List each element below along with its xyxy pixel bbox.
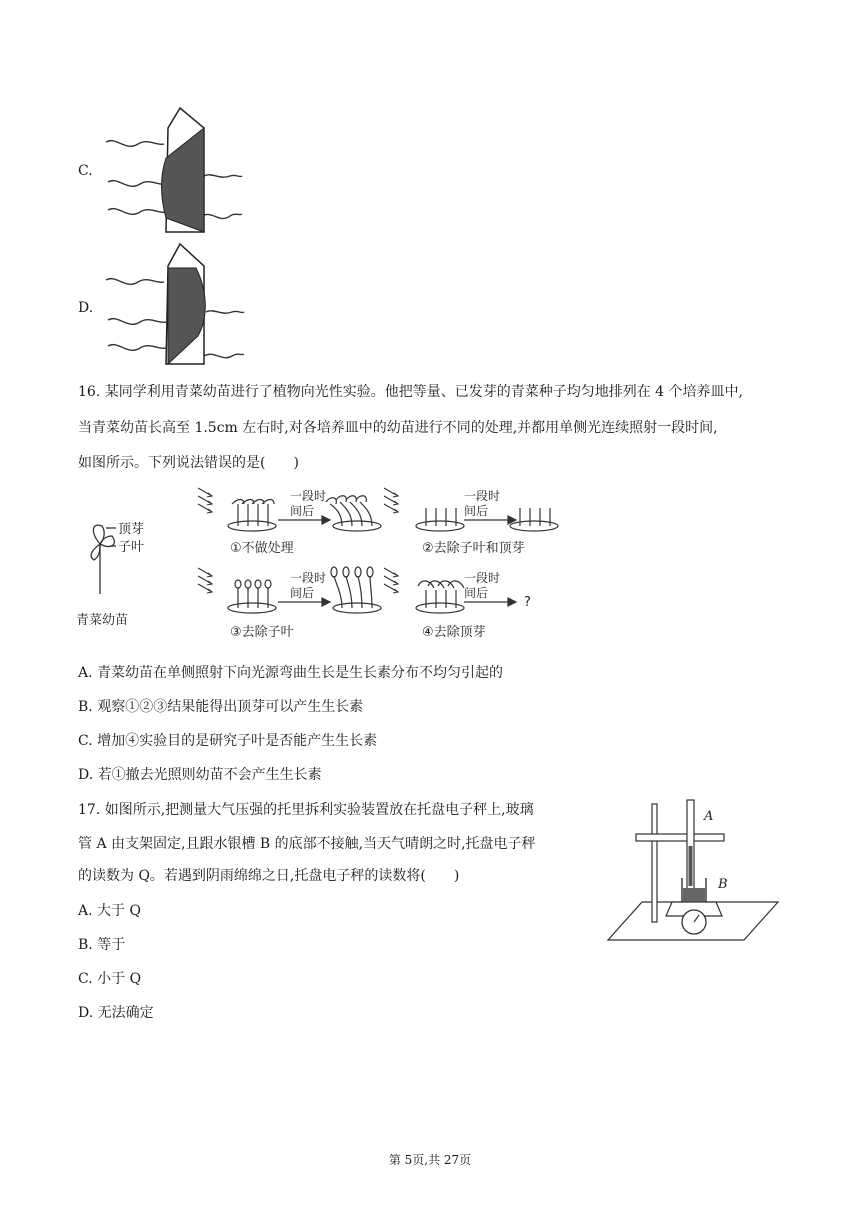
q17-torricelli-figure [606,798,786,948]
option-d-label: D. [78,300,94,316]
q17-option-c: C. 小于 Q [78,971,142,987]
q16-option-b: B. 观察①②③结果能得出顶芽可以产生生长素 [78,699,364,715]
q16-option-d: D. 若①撤去光照则幼苗不会产生生长素 [78,767,322,783]
arrow-2-text-top: 一段时 [464,489,501,503]
option-c-label: C. [78,163,93,179]
arrow-4-text-top: 一段时 [464,571,501,585]
q17-stem-line1: 17. 如图所示,把测量大气压强的托里拆利实验装置放在托盘电子秤上,玻璃 [78,802,534,818]
light-arrows-1 [198,488,212,513]
dish-4 [416,581,464,613]
caption-3: ③去除子叶 [230,625,294,640]
label-a: A [704,809,714,824]
dish-3-result [331,567,381,613]
mercury-column [689,846,693,886]
unknown-result-mark: ? [524,595,531,610]
q16-experiment-figure [72,484,572,654]
q16-option-a: A. 青菜幼苗在单侧照射下向光源弯曲生长是生长素分布不均匀引起的 [78,665,504,681]
dish-1 [228,500,276,532]
q17-stem-line2: 管 A 由支架固定,且跟水银槽 B 的底部不接触,当天气晴朗之时,托盘电子秤 [78,836,536,852]
q16-stem-line2: 当青菜幼苗长高至 1.5cm 左右时,对各培养皿中的幼苗进行不同的处理,并都用单侧光连续照射一段时间, [78,420,718,436]
q17-option-b: B. 等于 [78,937,126,953]
q16-stem-line1: 16. 某同学利用青菜幼苗进行了植物向光性实验。他把等量、已发芽的青菜种子均匀地排列在 4 个培养皿中, [78,384,743,400]
option-c-figure [100,106,250,236]
label-b: B [718,877,728,892]
light-arrows-3 [198,568,212,593]
label-leaf: 子叶 [118,540,145,555]
q17-option-a: A. 大于 Q [78,903,141,919]
page-footer: 第 5页,共 27页 [388,1153,472,1167]
arrow-3-text-top: 一段时 [290,571,327,585]
caption-2: ②去除子叶和顶芽 [422,541,525,556]
stand-pole [652,804,657,922]
arrow-1-text-bottom: 间后 [290,504,315,518]
dish-1-result [326,496,381,531]
light-arrows-2 [384,488,398,513]
arrow-3-text-bottom: 间后 [290,586,315,600]
caption-1: ①不做处理 [230,541,294,556]
caption-4: ④去除顶芽 [422,625,486,640]
arrow-4-text-bottom: 间后 [464,586,489,600]
label-bud: 顶芽 [118,522,145,537]
seedling-diagram [91,525,116,594]
clamp-arm [636,834,724,841]
label-seedling: 青菜幼苗 [76,613,129,628]
q17-stem-line3: 的读数为 Q。若遇到阴雨绵绵之日,托盘电子秤的读数将( ) [78,868,460,884]
dish-2 [416,508,464,531]
light-arrows-4 [384,568,398,593]
arrow-1-text-top: 一段时 [290,489,327,503]
option-d-figure [100,240,250,370]
q17-option-d: D. 无法确定 [78,1005,154,1021]
arrow-2-text-bottom: 间后 [464,504,489,518]
q16-stem-line3: 如图所示。下列说法错误的是( ) [78,455,299,471]
dish-3 [228,580,276,613]
dish-2-result [510,508,558,531]
q16-option-c: C. 增加④实验目的是研究子叶是否能产生生长素 [78,733,378,749]
